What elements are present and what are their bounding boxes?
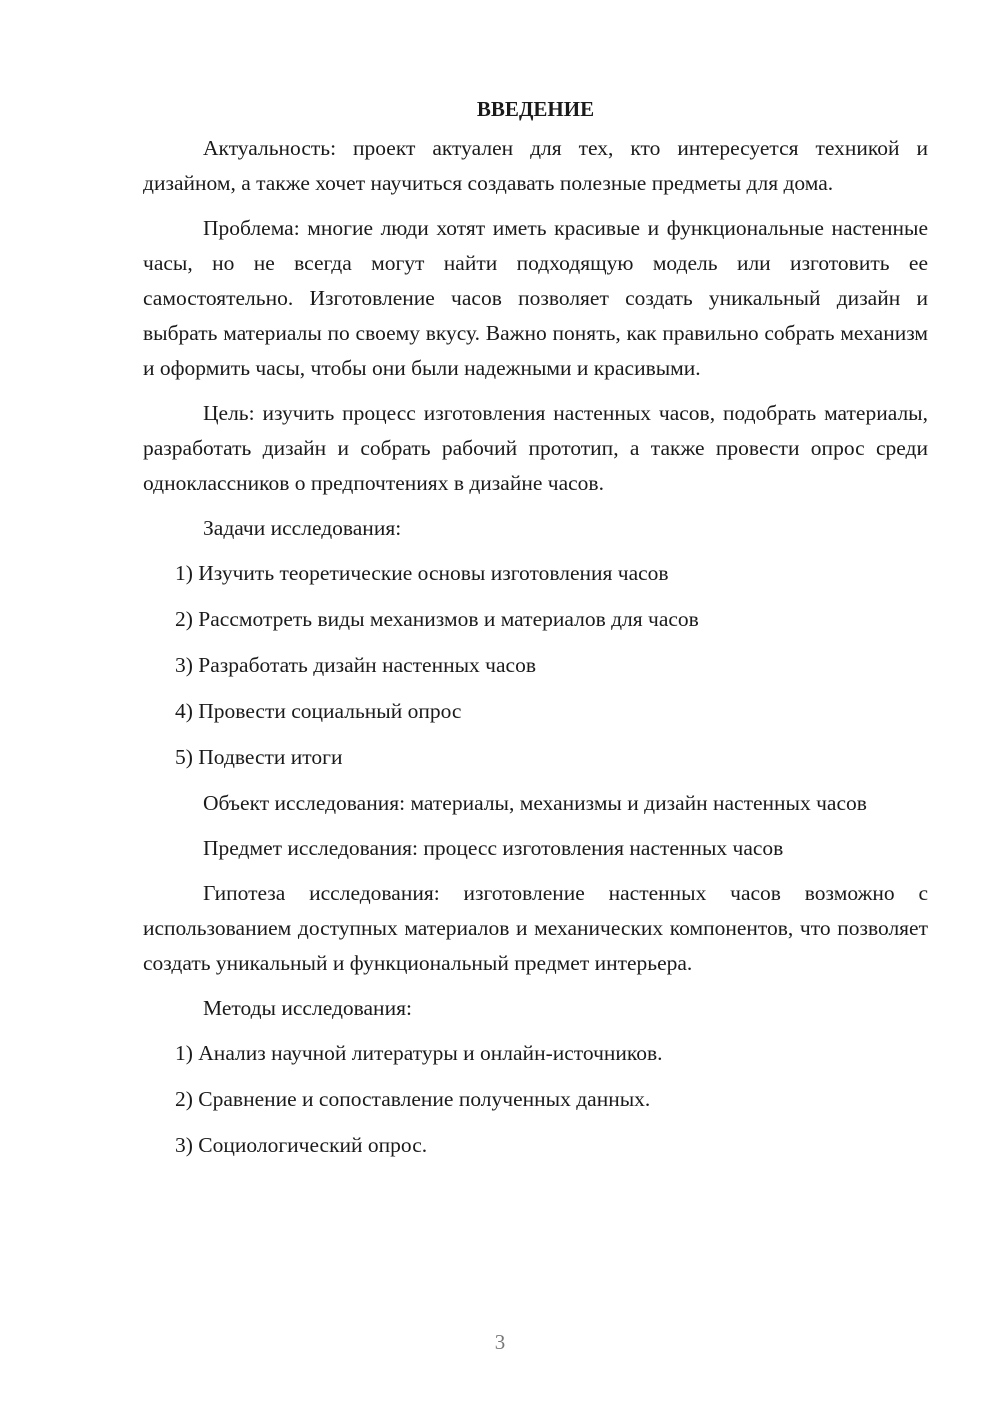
page-number: 3 (494, 1330, 506, 1354)
page-title: ВВЕДЕНИЕ (476, 97, 595, 121)
methods-list (143, 1036, 928, 1163)
list-item: 3) Социологический опрос. (175, 1133, 428, 1157)
methods-heading: Методы исследования: (203, 996, 412, 1020)
list-item: 2) Сравнение и сопоставление полученных данных. (175, 1087, 651, 1111)
goal-paragraph: Цель: изучить процесс изготовления настенных часов, подобрать материалы, разработать дизайн и собрать рабочий прототип, а также провести опрос среди одноклассников о предпочтениях в дизайне часов. (143, 401, 928, 495)
list-item: 4) Провести социальный опрос (175, 699, 462, 723)
list-item: 1) Изучить теоретические основы изготовления часов (175, 561, 669, 585)
object-paragraph: Объект исследования: материалы, механизмы и дизайн настенных часов (203, 791, 867, 815)
list-item: 2) Рассмотреть виды механизмов и материалов для часов (175, 607, 699, 631)
problem-paragraph: Проблема: многие люди хотят иметь красивые и функциональные настенные часы, но не всегда могут найти подходящую модель или изготовить ее самостоятельно. Изготовление часов позволяет создать уникальный дизайн и выбрать материалы по своему вкусу. Важно понять, как правильно собрать механизм и оформить часы, чтобы они были надежными и красивыми. (143, 216, 928, 380)
tasks-heading: Задачи исследования: (203, 516, 402, 540)
hypothesis-paragraph: Гипотеза исследования: изготовление настенных часов возможно с использованием доступных материалов и механических компонентов, что позволяет создать уникальный и функциональный предмет интерьера. (143, 881, 928, 975)
tasks-list (143, 556, 928, 775)
list-item: 5) Подвести итоги (175, 745, 343, 769)
relevance-paragraph: Актуальность: проект актуален для тех, кто интересуется техникой и дизайном, а также хочет научиться создавать полезные предметы для дома. (143, 136, 928, 195)
list-item: 1) Анализ научной литературы и онлайн-источников. (175, 1041, 663, 1065)
subject-paragraph: Предмет исследования: процесс изготовления настенных часов (203, 836, 784, 860)
list-item: 3) Разработать дизайн настенных часов (175, 653, 536, 677)
document-page (143, 92, 928, 1174)
